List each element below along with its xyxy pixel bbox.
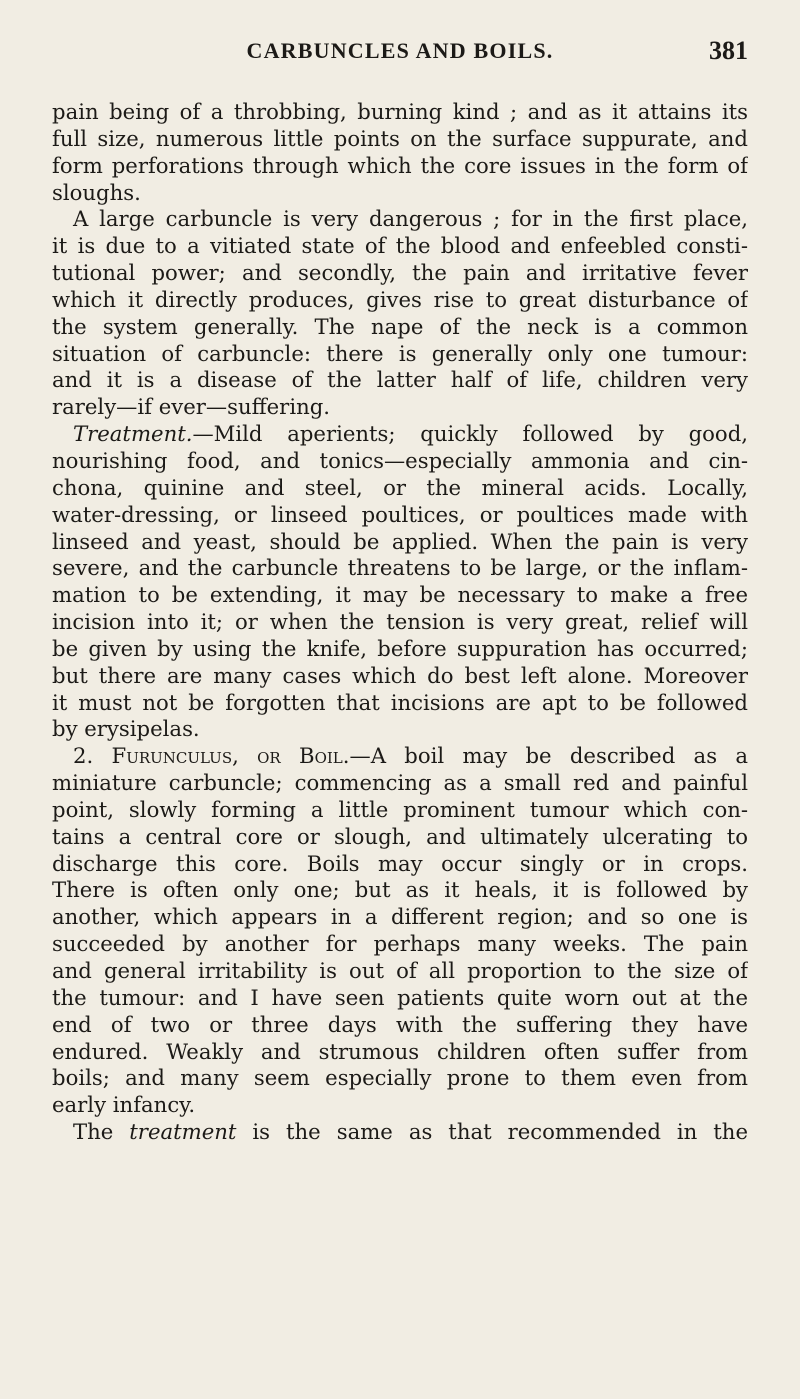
text-line: severe, and the carbuncle threatens to be large, or the inflam-: [52, 555, 748, 581]
text-line: it is due to a vitiated state of the blood and enfeebled consti-: [52, 233, 748, 259]
text-line: the system generally. The nape of the neck is a common: [52, 313, 748, 339]
text-line: rarely—if ever—suffering.: [52, 394, 331, 420]
text-line: end of two or three days with the suffering they have: [52, 1011, 748, 1037]
text-line: [52, 421, 748, 448]
page-header: [52, 36, 748, 72]
text-line: tutional power; and secondly, the pain and irritative fever: [52, 260, 748, 286]
page-number: 381: [709, 36, 748, 65]
text-line: another, which appears in a different region; and so one is: [52, 904, 748, 930]
body-text: [52, 99, 748, 1146]
text-line: nourishing food, and tonics—especially ammonia and cin-: [52, 447, 748, 473]
text-line: There is often only one; but as it heals, it is followed by: [52, 877, 748, 903]
text-run: —A boil may be described as a: [349, 743, 748, 769]
text-line: incision into it; or when the tension is very great, relief will: [52, 609, 748, 635]
text-line: water-dressing, or linseed poultices, or poultices made with: [52, 501, 748, 527]
text-line: be given by using the knife, before suppuration has occurred;: [52, 635, 748, 661]
section-heading: Furunculus, or Boil.: [111, 743, 350, 769]
text-line: A large carbuncle is very dangerous ; for in the first place,: [73, 206, 748, 232]
text-line: boils; and many seem especially prone to them even from: [52, 1065, 748, 1091]
text-line: full size, numerous little points on the surface suppurate, and: [52, 125, 748, 151]
text-line: and general irritability is out of all proportion to the size of: [52, 958, 748, 983]
text-line: chona, quinine and steel, or the mineral acids. Locally,: [52, 474, 748, 500]
text-line: tains a central core or slough, and ultimately ulcerating to: [52, 823, 748, 849]
text-line: linseed and yeast, should be applied. When the pain is very: [52, 528, 748, 554]
section-number: 2.: [73, 743, 112, 769]
text-line: early infancy.: [52, 1092, 196, 1118]
text-run: —Mild aperients; quickly followed by good,: [192, 421, 748, 447]
text-line: miniature carbuncle; commencing as a small red and painful: [52, 770, 748, 796]
text-line: endured. Weakly and strumous children often suffer from: [52, 1038, 748, 1064]
text-line: the tumour: and I have seen patients quite worn out at the: [52, 984, 748, 1010]
text-line: situation of carbuncle: there is generally only one tumour:: [52, 340, 748, 366]
treatment-heading: Treatment.: [73, 421, 193, 447]
text-line: but there are many cases which do best left alone. Moreover: [52, 662, 748, 688]
text-line: succeeded by another for perhaps many weeks. The pain: [52, 931, 748, 957]
text-line: sloughs.: [52, 179, 141, 205]
text-line: [52, 1119, 748, 1146]
text-line: and it is a disease of the latter half of life, children very: [52, 367, 748, 393]
text-line: by erysipelas.: [52, 716, 200, 742]
text-run: is the same as that recommended in the: [236, 1119, 748, 1145]
text-line: mation to be extending, it may be necessary to make a free: [52, 582, 748, 608]
text-run: The: [73, 1119, 130, 1145]
running-title: CARBUNCLES AND BOILS.: [246, 38, 554, 63]
text-line: it must not be forgotten that incisions are apt to be followed: [52, 689, 748, 715]
text-line: form perforations through which the core issues in the form of: [52, 152, 748, 178]
text-line: discharge this core. Boils may occur singly or in crops.: [52, 850, 748, 876]
text-line: which it directly produces, gives rise to great disturbance of: [52, 286, 748, 312]
treatment-emphasis: treatment: [129, 1119, 237, 1145]
text-line: point, slowly forming a little prominent tumour which con-: [52, 796, 748, 822]
text-line: pain being of a throbbing, burning kind ; and as it attains its: [52, 99, 748, 124]
text-line: [52, 743, 748, 770]
